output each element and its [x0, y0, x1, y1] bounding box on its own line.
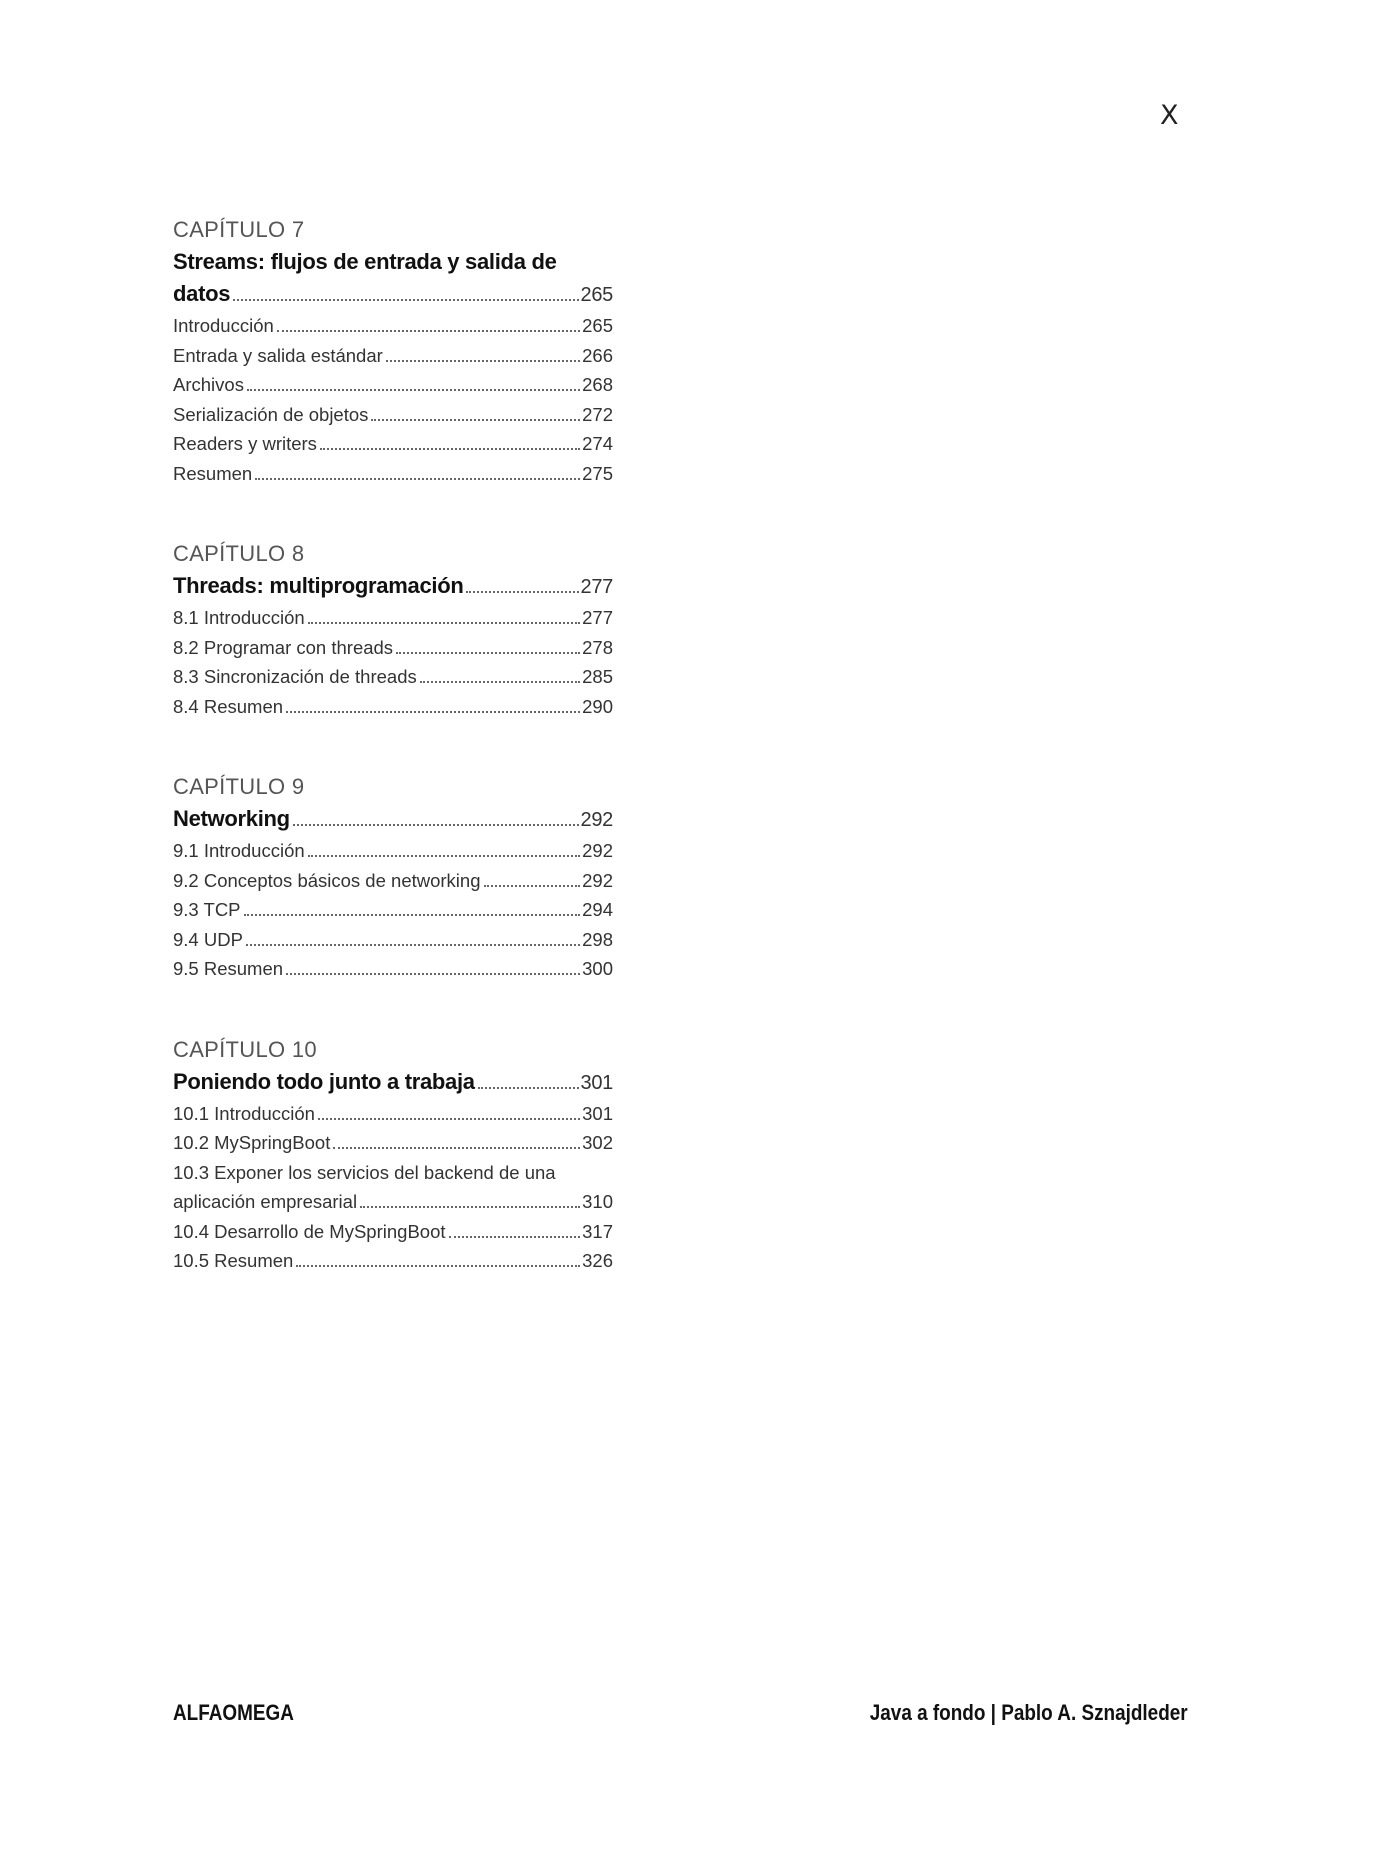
page-ref: 290 [582, 695, 613, 717]
entry-text: 9.1 Introducción [173, 840, 305, 861]
page-ref: 266 [582, 344, 613, 366]
chapter-label: CAPÍTULO 9 [173, 774, 305, 799]
toc-entry-line1[interactable]: 10.3 Exponer los servicios del backend de una [173, 1161, 556, 1183]
toc-entry[interactable] [173, 459, 613, 489]
chapter-10 [173, 1036, 613, 1276]
leader-dots [333, 1147, 580, 1149]
footer-book-title: Java a fondo | Pablo A. Sznajdleder [870, 1700, 1188, 1725]
chapter-title: Threads: multiprogramación [173, 573, 464, 598]
page-ref: 292 [582, 840, 613, 861]
toc-entry[interactable] [173, 692, 613, 722]
chapter-title-line1[interactable]: Streams: flujos de entrada y salida de [173, 249, 557, 274]
entry-text: Resumen [173, 462, 253, 484]
leader-dots [308, 855, 580, 857]
page-ref: 265 [582, 315, 613, 336]
page-ref: 298 [582, 928, 613, 950]
entry-text: Readers y writers [173, 433, 317, 454]
entry-text: 9.4 UDP [173, 928, 243, 950]
chapter-9 [173, 773, 613, 984]
toc-entry[interactable] [173, 400, 613, 430]
page-ref: 310 [582, 1191, 613, 1212]
page-ref: 274 [582, 433, 613, 454]
chapter-title-entry[interactable] [173, 1066, 613, 1099]
page-ref: 326 [582, 1250, 613, 1271]
chapter-label: CAPÍTULO 7 [173, 217, 305, 242]
entry-text: 10.1 Introducción [173, 1102, 315, 1124]
toc-entry[interactable] [173, 1246, 613, 1276]
leader-dots [320, 448, 580, 450]
footer-publisher: ALFAOMEGA [173, 1700, 294, 1725]
entry-text: 9.2 Conceptos básicos de networking [173, 869, 481, 891]
page-ref: 285 [582, 666, 613, 687]
page-ref: 278 [582, 636, 613, 658]
toc-entry[interactable] [173, 1128, 613, 1158]
entry-text: 8.4 Resumen [173, 695, 284, 717]
toc-entry[interactable] [173, 954, 613, 984]
leader-dots [386, 360, 580, 362]
entry-text: aplicación empresarial [173, 1191, 358, 1212]
page-number: X [1160, 100, 1179, 131]
leader-dots [293, 824, 579, 826]
leader-dots [286, 973, 580, 975]
leader-dots [420, 681, 580, 683]
page-ref: 268 [582, 374, 613, 395]
page-ref: 277 [580, 576, 613, 598]
chapter-7 [173, 216, 613, 488]
leader-dots [246, 944, 580, 946]
toc-entry[interactable] [173, 1187, 613, 1217]
entry-text: Archivos [173, 374, 244, 395]
entry-text: 8.1 Introducción [173, 607, 305, 628]
toc-entry[interactable] [173, 603, 613, 633]
entry-text: 10.2 MySpringBoot [173, 1132, 331, 1153]
toc-entry[interactable] [173, 895, 613, 925]
toc-entry[interactable] [173, 925, 613, 955]
entry-text: 10.4 Desarrollo de MySpringBoot [173, 1220, 446, 1242]
page-ref: 317 [582, 1220, 613, 1242]
leader-dots [277, 330, 580, 332]
leader-dots [449, 1236, 581, 1238]
page-ref: 292 [582, 869, 613, 891]
leader-dots [233, 299, 578, 301]
chapter-8 [173, 540, 613, 721]
entry-text: 9.5 Resumen [173, 958, 284, 979]
chapter-label: CAPÍTULO 8 [173, 541, 305, 566]
table-of-contents [173, 216, 613, 1328]
chapter-title: Poniendo todo junto a trabaja [173, 1068, 475, 1094]
chapter-title: Networking [173, 806, 290, 831]
leader-dots [247, 389, 580, 391]
entry-text: Serialización de objetos [173, 403, 369, 425]
page-ref: 302 [582, 1132, 613, 1153]
leader-dots [308, 622, 580, 624]
chapter-title-entry[interactable] [173, 278, 613, 311]
entry-text: Introducción [173, 315, 274, 336]
toc-entry[interactable] [173, 866, 613, 896]
toc-entry[interactable] [173, 429, 613, 459]
entry-text: 8.3 Sincronización de threads [173, 666, 417, 687]
entry-text: Entrada y salida estándar [173, 344, 383, 366]
leader-dots [484, 885, 581, 887]
leader-dots [371, 419, 580, 421]
toc-entry[interactable] [173, 836, 613, 866]
chapter-label: CAPÍTULO 10 [173, 1036, 317, 1062]
leader-dots [244, 914, 581, 916]
entry-text: 9.3 TCP [173, 899, 241, 920]
page-ref: 275 [582, 462, 613, 484]
toc-entry[interactable] [173, 1099, 613, 1129]
page-ref: 272 [582, 403, 613, 425]
toc-entry[interactable] [173, 341, 613, 371]
leader-dots [478, 1087, 579, 1089]
entry-text: 8.2 Programar con threads [173, 636, 394, 658]
leader-dots [466, 591, 578, 593]
page-ref: 294 [582, 899, 613, 920]
toc-entry[interactable] [173, 1217, 613, 1247]
leader-dots [318, 1118, 580, 1120]
chapter-title-entry[interactable] [173, 803, 613, 836]
chapter-title-line2: datos [173, 281, 231, 306]
entry-text: 10.5 Resumen [173, 1250, 294, 1271]
page-ref: 301 [580, 1071, 613, 1094]
toc-entry[interactable] [173, 633, 613, 663]
toc-entry[interactable] [173, 662, 613, 692]
page-ref: 277 [582, 607, 613, 628]
leader-dots [296, 1265, 580, 1267]
leader-dots [286, 711, 580, 713]
page-ref: 265 [580, 284, 613, 306]
toc-entry[interactable] [173, 311, 613, 341]
page-ref: 292 [580, 809, 613, 831]
leader-dots [360, 1206, 580, 1208]
chapter-title-entry[interactable] [173, 570, 613, 603]
leader-dots [396, 652, 580, 654]
toc-entry[interactable] [173, 370, 613, 400]
page-ref: 300 [582, 958, 613, 979]
leader-dots [255, 478, 580, 480]
page-ref: 301 [582, 1102, 613, 1124]
